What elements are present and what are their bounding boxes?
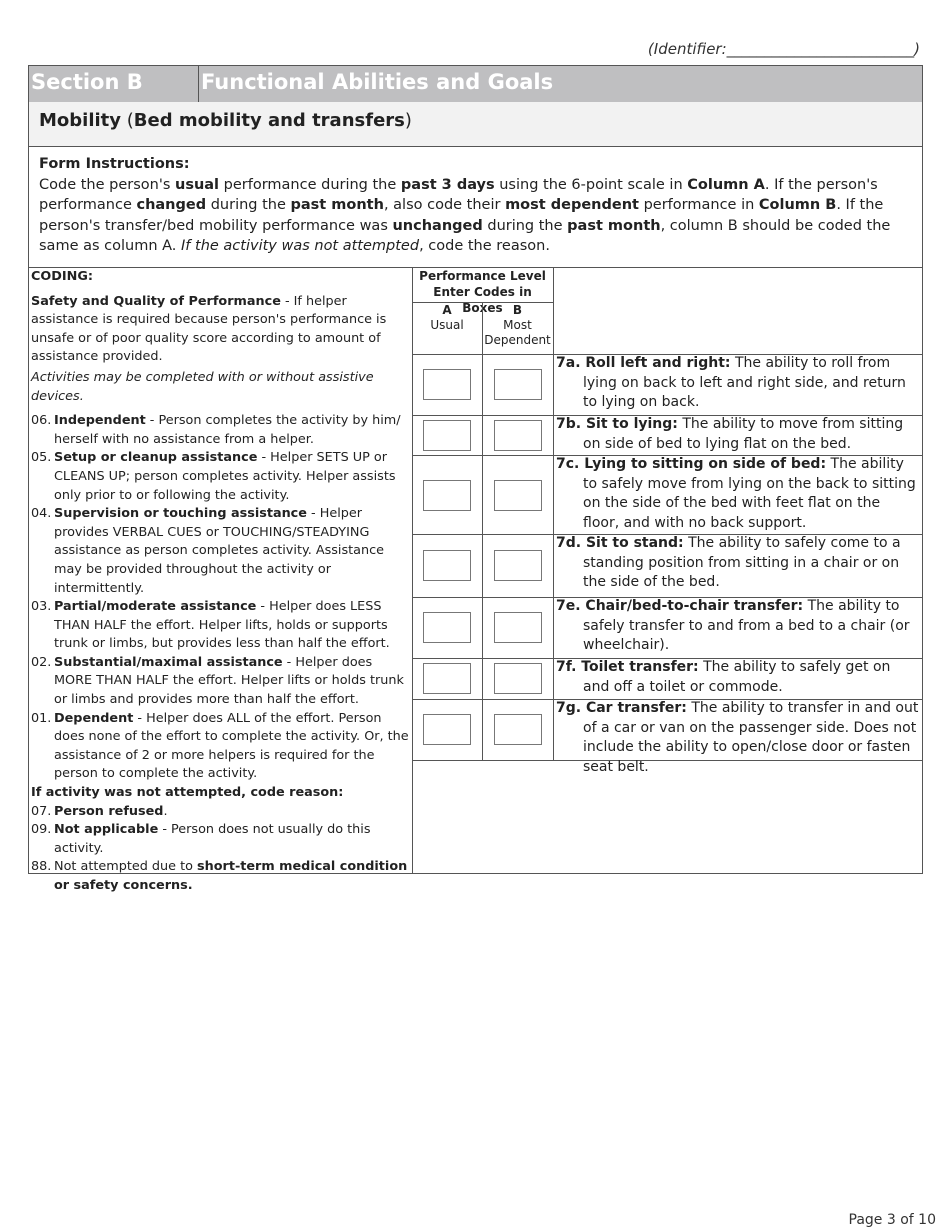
code-box-7f-usual[interactable] (423, 663, 471, 694)
code-item: 01. Dependent - Helper does ALL of the effort. Person does none of the effort to complete the activity. Or, the assistance of 2 or more helpers is required for the person to complete the activity. (31, 710, 409, 782)
code-box-7b-usual[interactable] (423, 420, 471, 451)
code-box-7g-usual[interactable] (423, 714, 471, 745)
performance-level-header: Performance Level Enter Codes in Boxes (412, 268, 553, 303)
reason-item: 09. Not applicable - Person does not usually do this activity. (31, 822, 371, 856)
instructions-text: Code the person's usual performance during the past 3 days using the 6-point scale in Column A. If the person's performance changed during the past month, also code their most dependent performance in Column B. If the person's transfer/bed mobility performance was unchanged during the past month, column B should be coded the same as column A. If the activity was not attempted, code the reason. (39, 176, 891, 254)
code-box-7f-most-dependent[interactable] (494, 663, 542, 694)
code-box-7d-usual[interactable] (423, 550, 471, 581)
item-7d: 7d. Sit to stand: The ability to safely come to a standing position from sitting in a chair or on the side of the bed. (556, 535, 901, 591)
code-box-7a-most-dependent[interactable] (494, 369, 542, 400)
code-box-7c-most-dependent[interactable] (494, 480, 542, 511)
code-item: 04. Supervision or touching assistance - Helper provides VERBAL CUES or TOUCHING/STEADYING assistance as person completes activity. Assistance may be provided throughout the activity or intermittently. (31, 506, 385, 596)
code-box-7c-usual[interactable] (423, 480, 471, 511)
subtitle-bar (28, 102, 923, 147)
section-id: Section B (29, 66, 199, 102)
item-7f: 7f. Toilet transfer: The ability to safely get on and off a toilet or commode. (556, 659, 891, 695)
subtitle-main: Mobility (39, 110, 122, 131)
column-b-header: B Most Dependent (482, 303, 552, 354)
code-item: 03. Partial/moderate assistance - Helper does LESS THAN HALF the effort. Helper lifts, holds or supports trunk or limbs, but provides less than half the effort. (31, 599, 390, 652)
instructions-title: Form Instructions: (39, 156, 190, 172)
code-box-7e-most-dependent[interactable] (494, 612, 542, 643)
code-box-7b-most-dependent[interactable] (494, 420, 542, 451)
code-box-7g-most-dependent[interactable] (494, 714, 542, 745)
item-7a: 7a. Roll left and right: The ability to roll from lying on back to left and right side, and return to lying on back. (556, 355, 906, 411)
coding-heading: CODING: (31, 269, 93, 284)
performance-grid (412, 267, 923, 874)
code-item: 05. Setup or cleanup assistance - Helper SETS UP or CLEANS UP; person completes activity. Helper assists only prior to or following the activity. (31, 450, 396, 503)
item-7c: 7c. Lying to sitting on side of bed: The ability to safely move from lying on the back to sitting on the side of the bed with feet flat on the floor, and with no back support. (556, 456, 916, 531)
code-box-7e-usual[interactable] (423, 612, 471, 643)
code-item: 06. Independent - Person completes the activity by him/ herself with no assistance from a helper. (31, 413, 401, 447)
subtitle-open: ( (121, 110, 134, 131)
code-list (31, 412, 410, 784)
coding-panel (28, 267, 413, 893)
subtitle-close: ) (404, 110, 412, 131)
code-box-7a-usual[interactable] (423, 369, 471, 400)
reason-item: 88. Not attempted due to short-term medical condition or safety concerns. (31, 859, 408, 893)
page-number: Page 3 of 10 (848, 1212, 936, 1228)
section-title: Functional Abilities and Goals (201, 70, 554, 94)
code-box-7d-most-dependent[interactable] (494, 550, 542, 581)
safety-paragraph: Safety and Quality of Performance - If helper assistance is required because person's performance is unsafe or of poor quality score according to amount of assistance provided. (31, 293, 387, 365)
reason-item: 07. Person refused. (31, 803, 168, 819)
column-a-header: A Usual (430, 303, 464, 332)
item-7e: 7e. Chair/bed-to-chair transfer: The ability to safely transfer to and from a bed to a chair (or wheelchair). (556, 598, 910, 654)
item-7b: 7b. Sit to lying: The ability to move from sitting on side of bed to lying flat on the bed. (556, 416, 904, 452)
subtitle-sub: Bed mobility and transfers (133, 110, 405, 131)
column-headers (412, 303, 553, 354)
item-7g: 7g. Car transfer: The ability to transfer in and out of a car or van on the passenger side. Does not include the ability to open/close door or fasten seat belt. (556, 700, 919, 775)
identifier-field: (Identifier:_________________________) (647, 40, 920, 58)
devices-note: Activities may be completed with or without assistive devices. (31, 369, 374, 404)
form-instructions (28, 146, 923, 268)
code-item: 02. Substantial/maximal assistance - Helper does MORE THAN HALF the effort. Helper lifts or holds trunk or limbs and provides more than half the effort. (31, 654, 404, 708)
section-header (28, 65, 923, 103)
reason-heading: If activity was not attempted, code reason: (31, 785, 344, 801)
